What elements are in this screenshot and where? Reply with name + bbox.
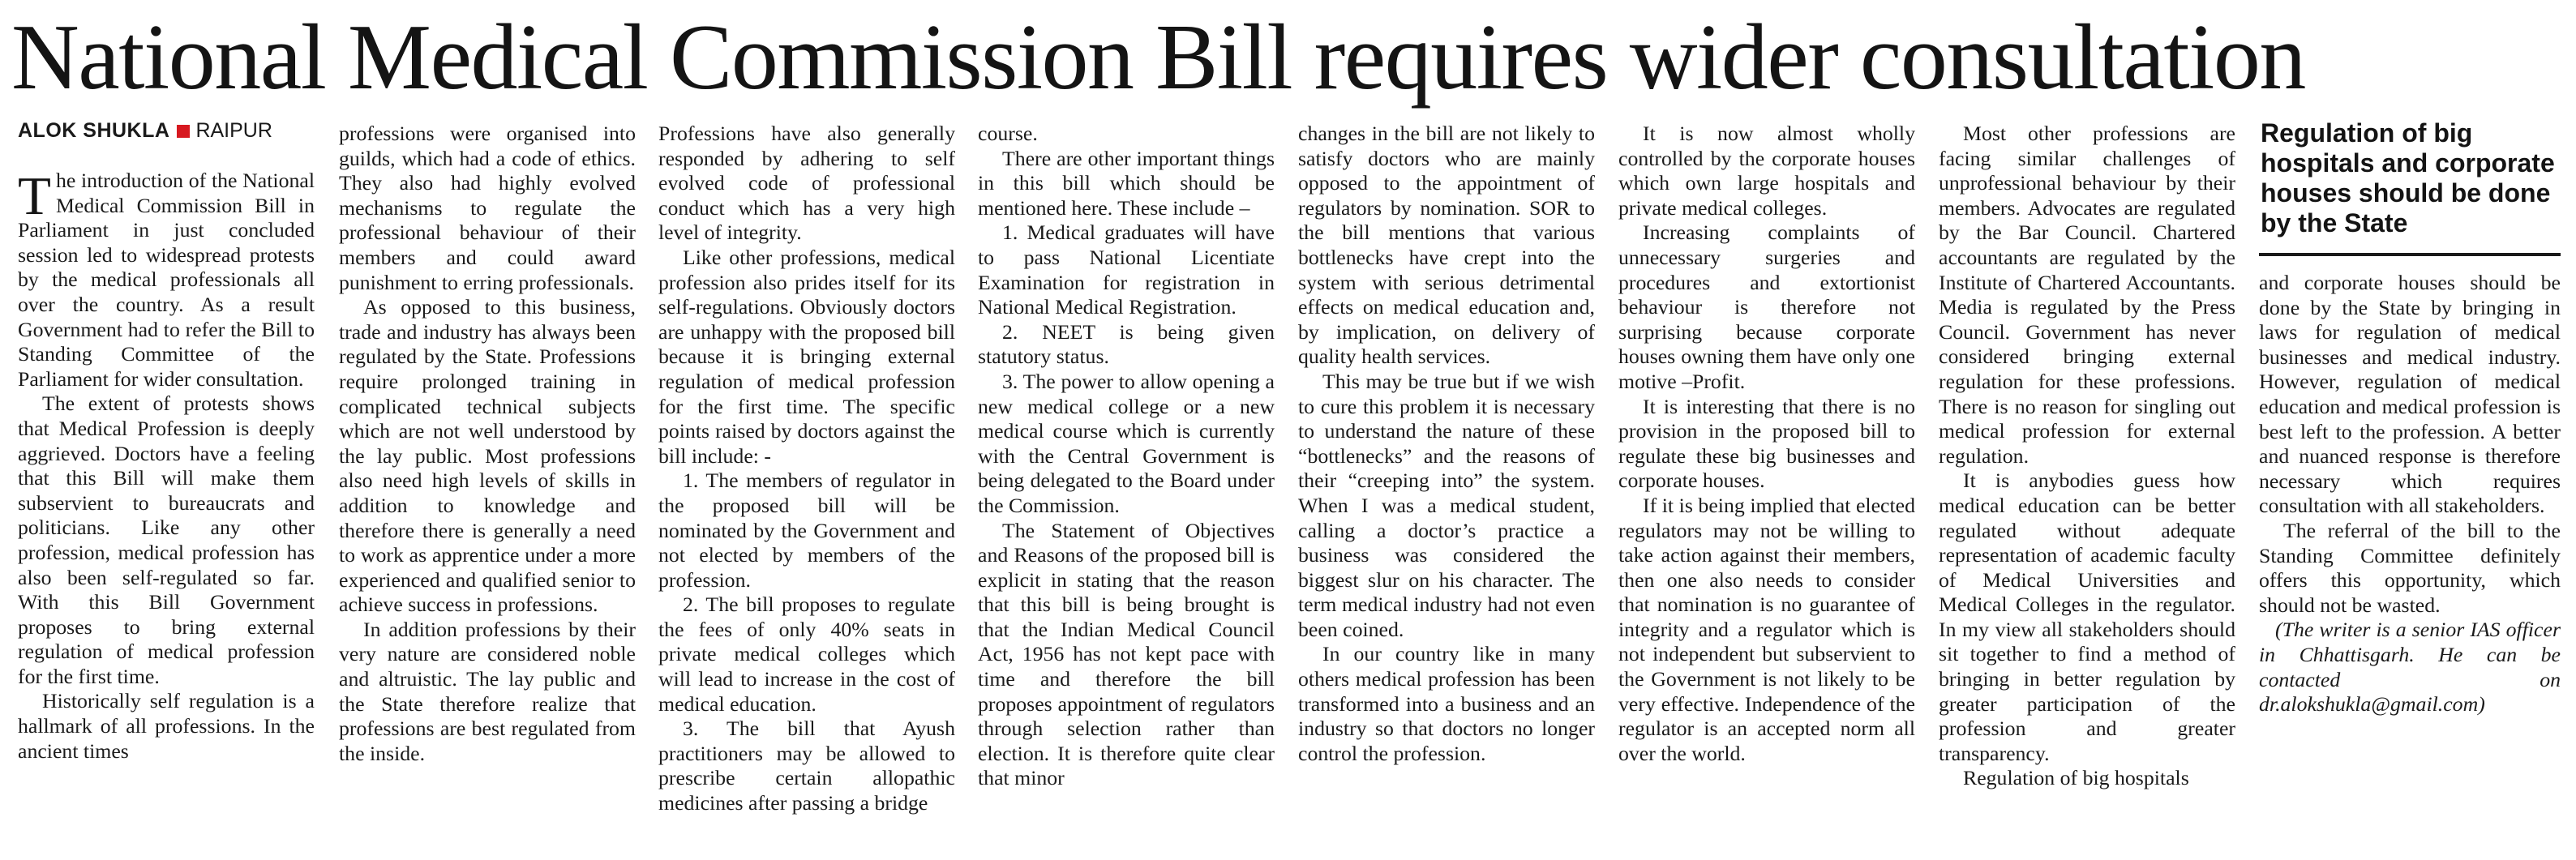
paragraph: It is now almost wholly controlled by the corporate houses which own large hospitals and private medical colleges.: [1618, 122, 1915, 220]
paragraph: Most other professions are facing similar challenges of unprofessional behaviour by their members. Advocates are regulated by the Bar Council. Chartered accountants are regulated by the Institute of Chartered Accountants. Media is regulated by the Press Council. Government has never considered bringing external regulation for these professions. There is no reason for singling out medical profession for external regulation.: [1939, 122, 2235, 468]
column-7: [1939, 122, 2235, 851]
column-5: [1298, 122, 1595, 851]
paragraph: Like other professions, medical profession also prides itself for its self-regulations. Obviously doctors are unhappy with the proposed bill because it is bringing external regulation of medical profession for the first time. The specific points raised by doctors against the bill include: -: [658, 245, 955, 468]
paragraph: 1. The members of regulator in the proposed bill will be nominated by the Government and not elected by members of the profession.: [658, 469, 955, 592]
paragraph: If it is being implied that elected regulators may not be willing to take action against their members, then one also needs to consider that nomination is no guarantee of integrity and a regulator which is not independent but subservient to the Government is not likely to be very effective. Independence of the regulator is an accepted norm all over the world.: [1618, 493, 1915, 765]
column-6: [1618, 122, 1915, 851]
paragraph: Historically self regulation is a hallmark of all professions. In the ancient times: [18, 689, 315, 763]
sidebar-body: [2259, 271, 2561, 717]
column-3: [658, 122, 955, 851]
byline-square-icon: [177, 125, 190, 138]
paragraph: In our country like in many others medical profession has been transformed into a business and an industry so that doctors no longer control the profession.: [1298, 642, 1595, 765]
paragraph: The extent of protests shows that Medical Profession is deeply aggrieved. Doctors have a feeling that this Bill will make them subservient to bureaucrats and politicians. Like any other profession, medical profession has also been self-regulated so far. With this Bill Government proposes to bring external regulation of medical profession for the first time.: [18, 391, 315, 688]
paragraph: 2. NEET is being given statutory status.: [978, 319, 1275, 369]
paragraph: The referral of the bill to the Standing Committee definitely offers this opportunity, which should not be wasted.: [2259, 518, 2561, 617]
byline-author: ALOK SHUKLA: [18, 119, 170, 142]
paragraph: Regulation of big hospitals: [1963, 766, 2189, 790]
column-1: [18, 169, 315, 851]
drop-cap: T: [18, 169, 51, 226]
column-2: [339, 122, 636, 851]
pull-quote: Regulation of big hospitals and corporate houses should be done by the State: [2261, 118, 2555, 237]
headline: National Medical Commission Bill requires wider consultation: [11, 6, 2305, 109]
paragraph: professions were organised into guilds, which had a code of ethics. They also had highly evolved mechanisms to regulate the professional behaviour of their members and could award punishment to erring professionals.: [339, 122, 636, 294]
paragraph: 3. The bill that Ayush practitioners may be allowed to prescribe certain allopathic medicines after passing a bridge: [658, 717, 955, 815]
pull-quote-rule: [2259, 253, 2561, 256]
paragraph: course.: [978, 122, 1038, 145]
paragraph: Increasing complaints of unnecessary surgeries and procedures and extortionist behaviour is therefore not surprising because corporate houses owning them have only one motive –Profit.: [1618, 220, 1915, 393]
paragraph: and corporate houses should be done by the State by bringing in laws for regulation of medical businesses and medical industry. However, regulation of medical education and medical profession is best left to the profession. A better and nuanced response is therefore necessary which requires consultation with all stakeholders.: [2259, 271, 2561, 518]
paragraph: changes in the bill are not likely to satisfy doctors who are mainly opposed to the appointment of regulators by nomination. SOR to the bill mentions that various bottlenecks have crept into the system with serious detrimental effects on medical education and, by implication, on delivery of quality health services.: [1298, 122, 1595, 369]
paragraph: There are other important things in this bill which should be mentioned here. These include –: [978, 146, 1275, 220]
paragraph: As opposed to this business, trade and industry has always been regulated by the State. Professions require prolonged training in complicated technical subjects which are not well understood by the lay public. Most professions also need high levels of skills in addition to knowledge and therefore there is generally a need to work as apprentice under a more experienced and qualified senior to achieve success in professions.: [339, 295, 636, 617]
paragraph: 2. The bill proposes to regulate the fees of only 40% seats in private medical colleges which will lead to increase in the cost of medical education.: [658, 593, 955, 716]
sidebar: [2259, 118, 2561, 851]
author-note: (The writer is a senior IAS officer in Chhattisgarh. He can be contacted on dr.alokshukla@gmail.com): [2259, 618, 2561, 717]
paragraph: It is anybodies guess how medical education can be better regulated without adequate representation of academic faculty of Medical Universities and Medical Colleges in the regulator. In my view all stakeholders should sit together to find a method of bringing in better regulation by greater participation of the profession and greater transparency.: [1939, 469, 2235, 765]
paragraph: This may be true but if we wish to cure this problem it is necessary to understand the nature of these “bottlenecks” and the reasons of their “creeping into” the system. When I was a medical student, calling a doctor’s practice a business was considered the biggest slur on his character. The term medical industry had not even been coined.: [1298, 369, 1595, 641]
byline-place: RAIPUR: [195, 119, 272, 142]
paragraph: The introduction of the National Medical Commission Bill in Parliament in just concluded session led to widespread protests by the medical professionals all over the country. As a result Government had to refer the Bill to Standing Committee of the Parliament for wider consultation.: [18, 169, 315, 391]
paragraph: The Statement of Objectives and Reasons of the proposed bill is explicit in stating that the reason that this bill is being brought is that the Indian Medical Council Act, 1956 has not kept pace with time and therefore the bill proposes appointment of regulators through selection rather than election. It is therefore quite clear that minor: [978, 518, 1275, 790]
paragraph: Professions have also generally responded by adhering to self evolved code of professional conduct which has a very high level of integrity.: [658, 122, 955, 245]
paragraph: It is interesting that there is no provision in the proposed bill to regulate these big businesses and corporate houses.: [1618, 394, 1915, 493]
column-4: [978, 122, 1275, 851]
byline: [18, 118, 272, 143]
paragraph: In addition professions by their very nature are considered noble and altruistic. The lay public and the State therefore realize that professions are best regulated from the inside.: [339, 617, 636, 765]
paragraph: 3. The power to allow opening a new medical college or a new medical course which is currently with the Central Government is being delegated to the Board under the Commission.: [978, 369, 1275, 517]
paragraph: 1. Medical graduates will have to pass National Licentiate Examination for registration in National Medical Registration.: [978, 220, 1275, 319]
